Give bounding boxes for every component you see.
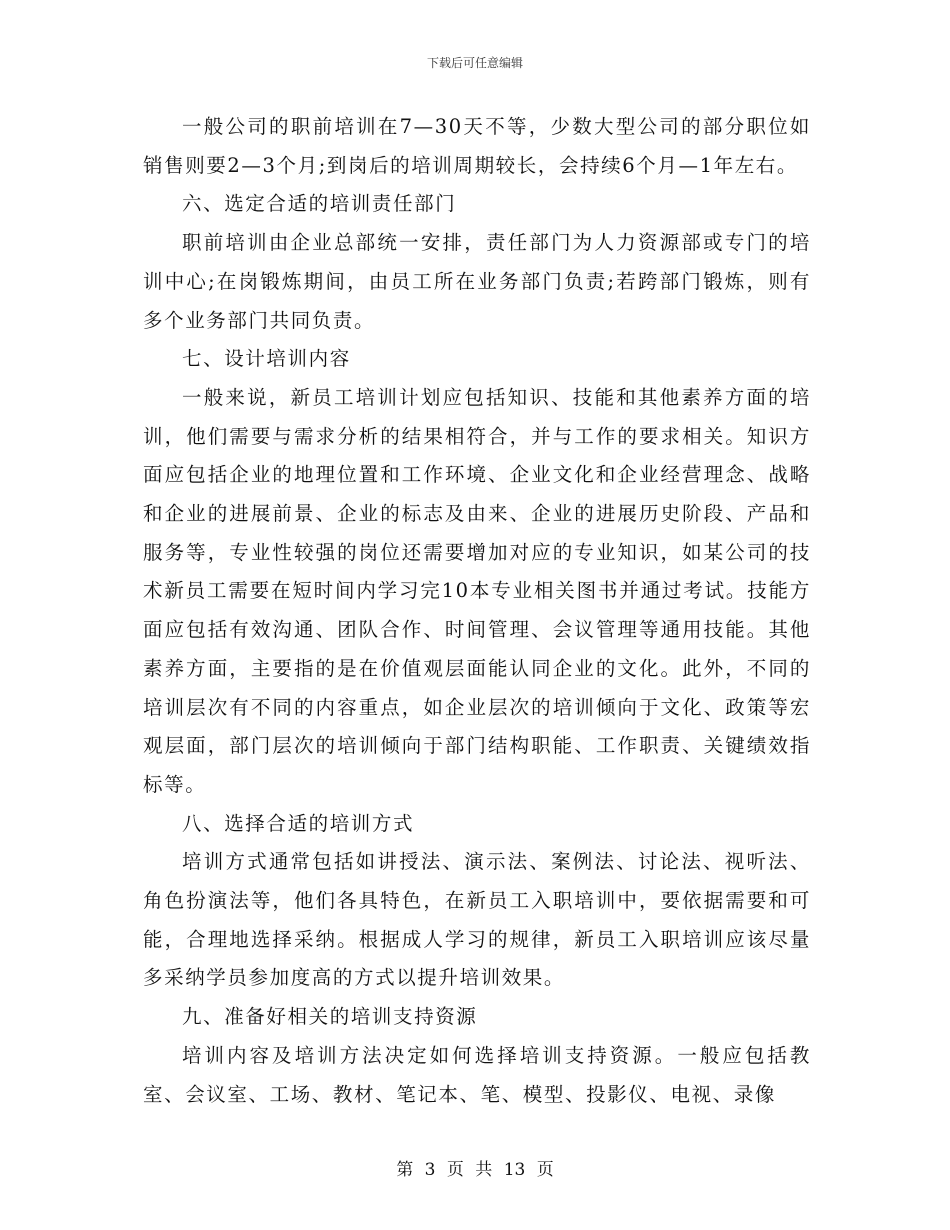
section-heading-7: 七、设计培训内容	[182, 347, 351, 371]
paragraph-responsible-department: 职前培训由企业总部统一安排，责任部门为人力资源部或专门的培训中心;在岗锻炼期间，由员工所在业务部门负责;若跨部门锻炼，则有多个业务部门共同负责。	[143, 231, 811, 332]
paragraph-training-resources: 培训内容及培训方法决定如何选择培训支持资源。一般应包括教室、会议室、工场、教材、笔记本、笔、模型、投影仪、电视、录像	[143, 1043, 811, 1106]
paragraph-training-duration: 一般公司的职前培训在7—30天不等，少数大型公司的部分职位如销售则要2—3个月;到岗后的培训周期较长，会持续6个月—1年左右。	[143, 115, 811, 177]
section-heading-9: 九、准备好相关的培训支持资源	[182, 1005, 478, 1029]
paragraph-training-content: 一般来说，新员工培训计划应包括知识、技能和其他素养方面的培训，他们需要与需求分析的结果相符合，并与工作的要求相关。知识方面应包括企业的地理位置和工作环境、企业文化和企业经营理念、战略和企业的进展前景、企业的标志及由来、企业的进展历史阶段、产品和服务等，专业性较强的岗位还需要增加对应的专业知识，如某公司的技术新员工需要在短时间内学习完10本专业相关图书并通过考试。技能方面应包括有效沟通、团队合作、时间管理、会议管理等通用技能。其他素养方面，主要指的是在价值观层面能认同企业的文化。此外，不同的培训层次有不同的内容重点，如企业层次的培训倾向于文化、政策等宏观层面，部门层次的培训倾向于部门结构职能、工作职责、关键绩效指标等。	[143, 385, 811, 796]
page-header: 下载后可任意编辑	[426, 56, 523, 70]
section-heading-8: 八、选择合适的培训方式	[182, 811, 415, 835]
page-footer: 第 3 页 共 13 页	[396, 1160, 554, 1180]
document-body	[143, 108, 811, 1114]
paragraph-training-methods: 培训方式通常包括如讲授法、演示法、案例法、讨论法、视听法、角色扮演法等，他们各具特色，在新员工入职培训中，要依据需要和可能，合理地选择采纳。根据成人学习的规律，新员工入职培训应该尽量多采纳学员参加度高的方式以提升培训效果。	[143, 850, 811, 990]
section-heading-6: 六、选定合适的培训责任部门	[182, 192, 457, 216]
